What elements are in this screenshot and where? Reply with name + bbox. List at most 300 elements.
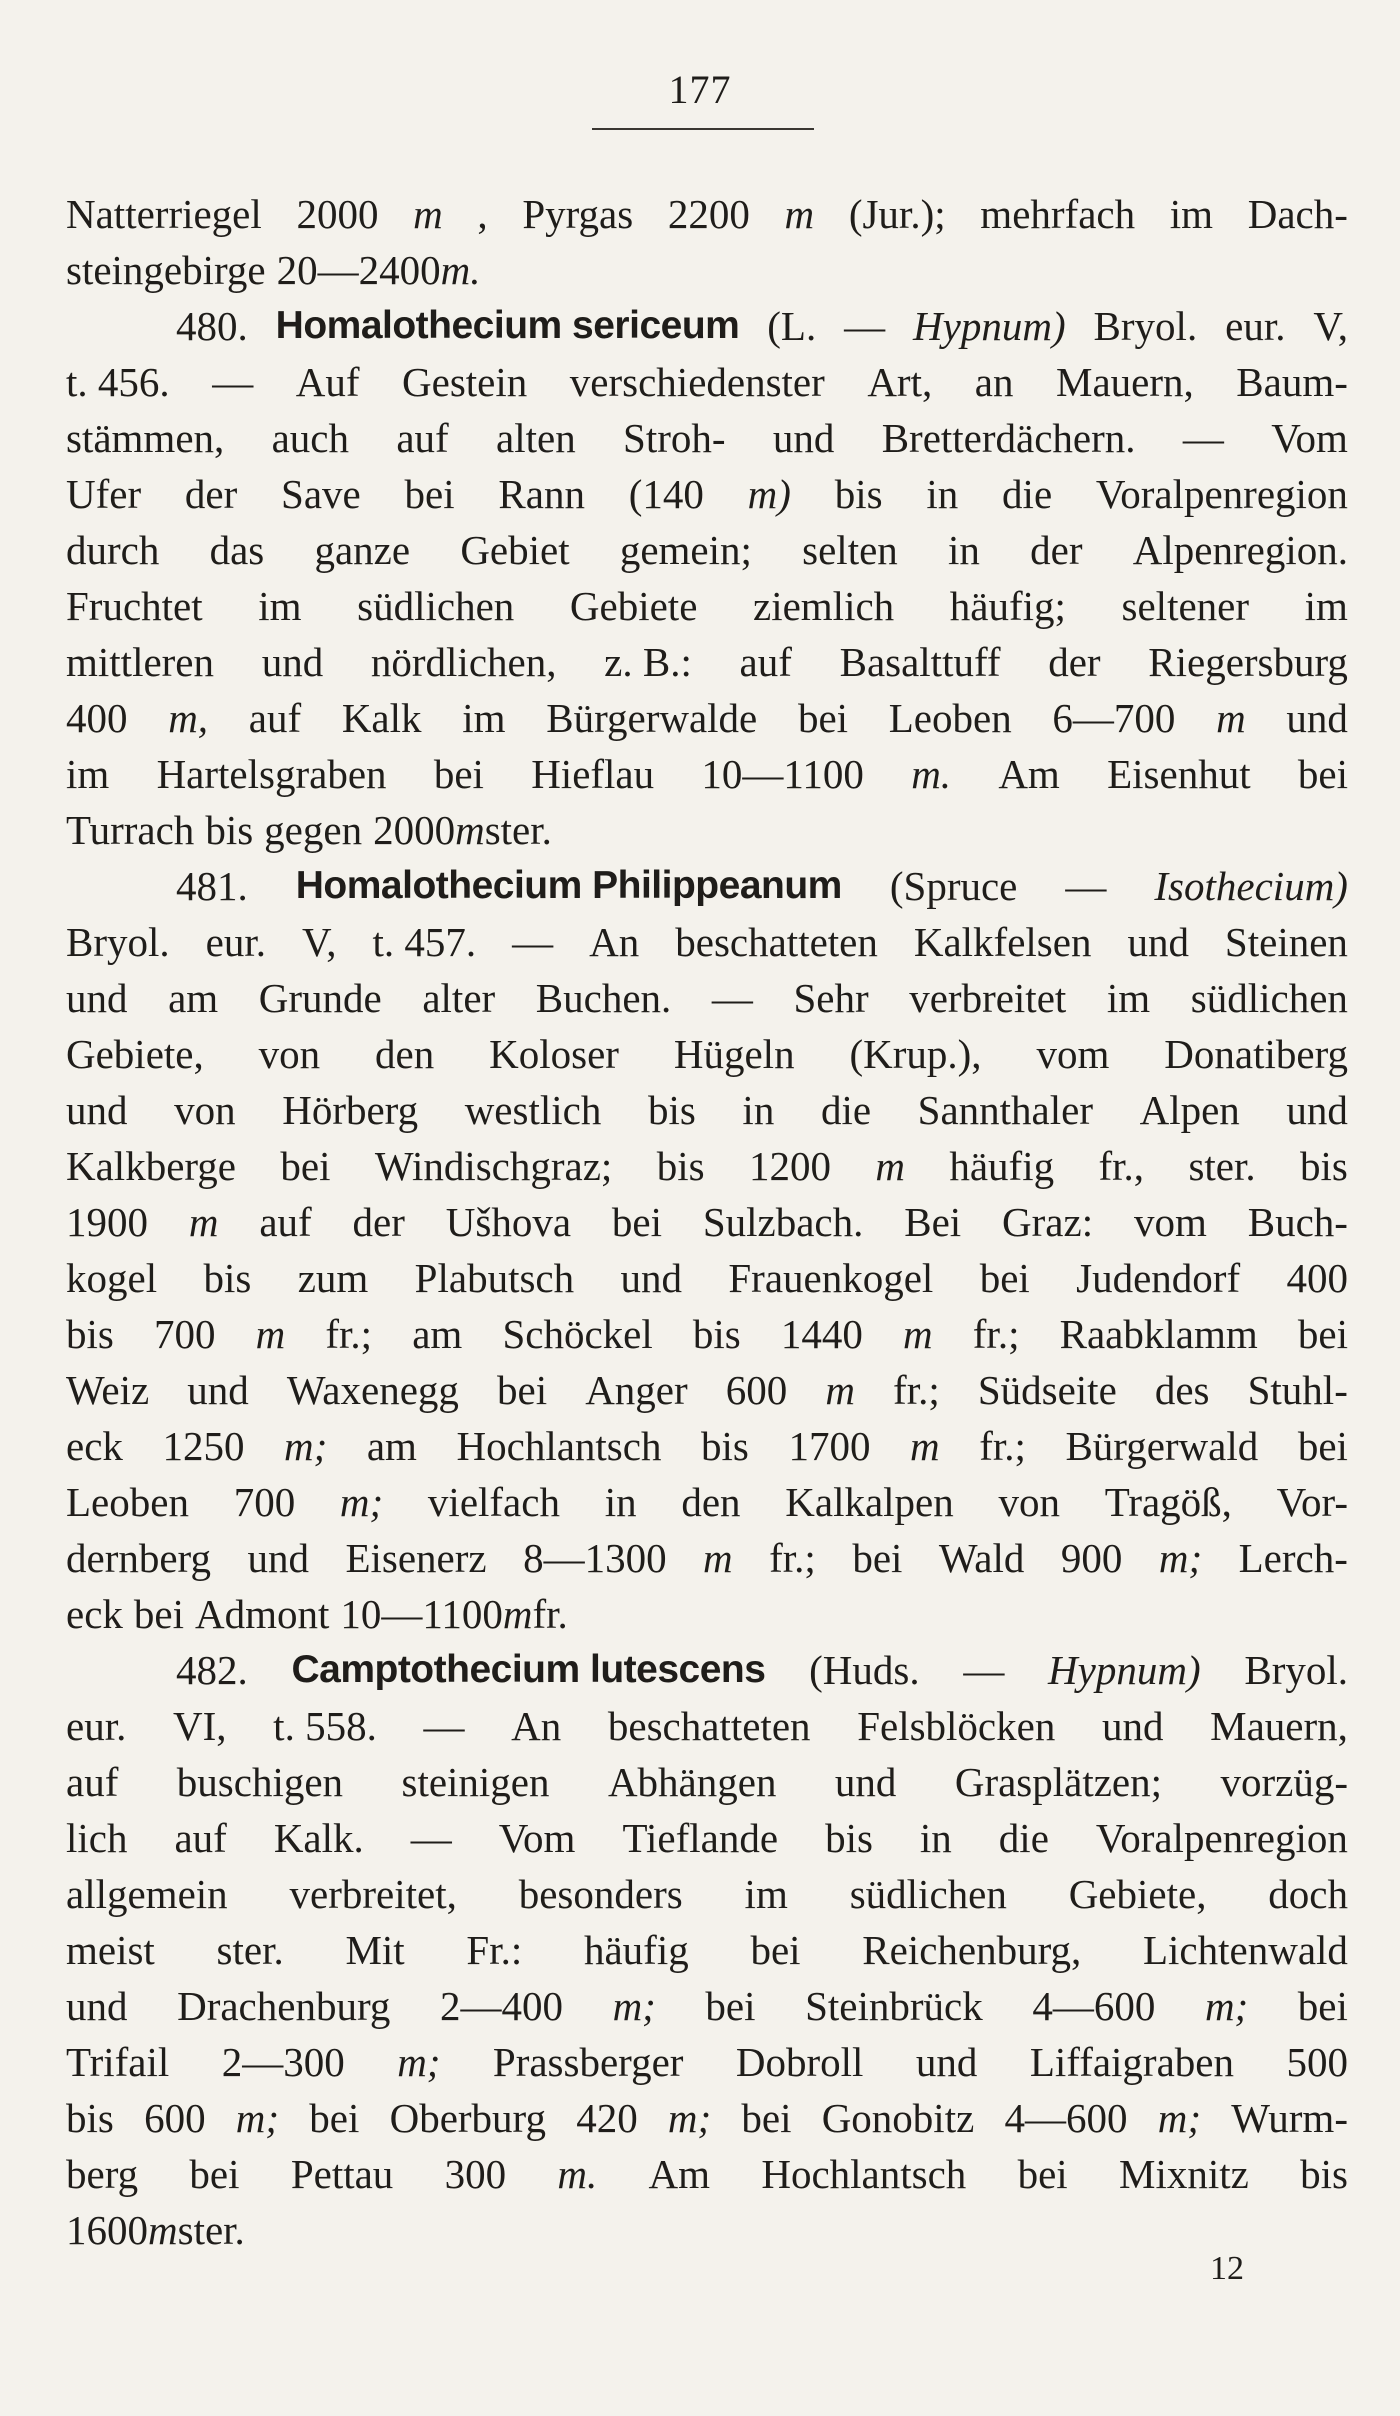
word: Koloser: [489, 1031, 619, 1077]
word: m: [825, 1367, 855, 1413]
word: die: [820, 1087, 872, 1133]
word: fr.;: [325, 1311, 373, 1357]
word: stämmen,: [66, 415, 225, 461]
word: Hochlantsch: [456, 1423, 662, 1469]
word: V,: [301, 919, 337, 965]
word: in: [926, 471, 959, 517]
word: vorzüg-: [1220, 1759, 1348, 1805]
word: Steinen: [1224, 919, 1348, 965]
text-line: [66, 1474, 1348, 1530]
word: —: [410, 1815, 452, 1861]
word: m;: [1157, 2095, 1201, 2141]
word: gegen: [264, 807, 363, 853]
word: 300: [444, 2151, 507, 2197]
word: doch: [1268, 1871, 1348, 1917]
word: auf: [174, 1815, 227, 1861]
word: m;: [612, 1983, 656, 2029]
word: Stroh-: [623, 415, 726, 461]
text-line: [66, 466, 1348, 522]
word: ziemlich: [753, 583, 895, 629]
word: 1900: [66, 1199, 148, 1245]
word: auf: [396, 415, 449, 461]
word: m: [148, 2207, 178, 2253]
word: 4—600: [1032, 1983, 1156, 2029]
word: m.: [911, 751, 952, 797]
word: Gestein: [402, 359, 528, 405]
word: südlichen: [357, 583, 515, 629]
word: und: [834, 1759, 897, 1805]
word: Admont: [195, 1591, 330, 1637]
text-line: [66, 1698, 1348, 1754]
word: eur.: [1225, 303, 1286, 349]
word: alten: [496, 415, 576, 461]
word: m: [502, 1591, 533, 1637]
word: bei: [741, 2095, 792, 2141]
word: —: [963, 1647, 1005, 1693]
word: 400: [1286, 1255, 1348, 1301]
word: —: [423, 1703, 465, 1749]
word: 500: [1286, 2039, 1348, 2085]
word: und: [1101, 1703, 1164, 1749]
word: —: [512, 919, 554, 965]
word: 1440: [780, 1311, 863, 1357]
word: Kalkalpen: [785, 1479, 954, 1525]
word: m: [910, 1423, 940, 1469]
text-line: [66, 1978, 1348, 2034]
text-line: [66, 1250, 1348, 1306]
word: eur.: [66, 1703, 127, 1749]
header-rule: [592, 128, 814, 130]
word: Fruchtet: [66, 583, 203, 629]
word: den: [375, 1031, 435, 1077]
word: und: [187, 1367, 249, 1413]
word: Art,: [867, 359, 933, 405]
word: 600: [144, 2095, 206, 2141]
word: Bei: [904, 1199, 962, 1245]
word: bei: [1017, 2151, 1068, 2197]
word: und: [915, 2039, 978, 2085]
word: Bryol.: [1093, 303, 1198, 349]
text-line: [66, 2090, 1348, 2146]
word: (Huds.: [809, 1647, 920, 1693]
word: fr.;: [972, 1311, 1020, 1357]
word: Sannthaler: [917, 1087, 1093, 1133]
word: Dach-: [1247, 191, 1348, 237]
word: der: [352, 1199, 405, 1245]
word: Riegersburg: [1148, 639, 1348, 685]
text-line: [66, 802, 1348, 858]
word: auf: [259, 1199, 312, 1245]
word: eur.: [205, 919, 266, 965]
word: 4—600: [1004, 2095, 1128, 2141]
word: bei: [797, 695, 849, 741]
word: 1700: [788, 1423, 871, 1469]
word: Kalk.: [273, 1815, 364, 1861]
word: im: [744, 1871, 788, 1917]
word: im: [1106, 975, 1151, 1021]
word: bei: [979, 1255, 1030, 1301]
word: Vom: [1271, 415, 1348, 461]
word: Vor-: [1276, 1479, 1348, 1525]
word: Abhängen: [607, 1759, 777, 1805]
word: Kalkfelsen: [913, 919, 1092, 965]
word: beschatteten: [675, 919, 878, 965]
word: Kalk: [341, 695, 422, 741]
text-line: [66, 2034, 1348, 2090]
word: 10—1100: [701, 751, 864, 797]
word: Oberburg: [389, 2095, 546, 2141]
word: ,: [477, 191, 488, 237]
word: —: [711, 975, 753, 1021]
word: 20—2400: [276, 247, 441, 293]
word: vielfach: [427, 1479, 560, 1525]
word: bei: [133, 1591, 184, 1637]
word: Trifail: [66, 2039, 170, 2085]
word: Anger: [585, 1367, 688, 1413]
word: fr.;: [979, 1423, 1026, 1469]
word: —: [212, 359, 254, 405]
word: Gebiete,: [66, 1031, 204, 1077]
word: verbreitet,: [289, 1871, 457, 1917]
word: Tragöß,: [1104, 1479, 1232, 1525]
word: bei: [705, 1983, 756, 2029]
word: bis: [647, 1087, 696, 1133]
word: Hörberg: [282, 1087, 419, 1133]
word: Reichenburg,: [862, 1927, 1082, 1973]
word: und: [772, 415, 835, 461]
word: bei: [1297, 1311, 1348, 1357]
text-line: [66, 2202, 1348, 2258]
word: Sehr: [793, 975, 869, 1021]
word: häufig: [583, 1927, 689, 1973]
word: 400: [66, 695, 128, 741]
word: lich: [66, 1815, 128, 1861]
word: fr.: [532, 1591, 568, 1637]
word: Schöckel: [502, 1311, 653, 1357]
word: Fr.:: [466, 1927, 523, 1973]
word: auch: [271, 415, 350, 461]
word: bei: [309, 2095, 360, 2141]
word: südlichen: [849, 1871, 1007, 1917]
word: Save: [281, 471, 361, 517]
word: Buchen.: [535, 975, 672, 1021]
word: Stuhl-: [1247, 1367, 1348, 1413]
word: 2000: [373, 807, 456, 853]
word: Gonobitz: [821, 2095, 975, 2141]
word: und: [66, 1087, 128, 1133]
word: Bryol.: [66, 919, 170, 965]
word: des: [1154, 1367, 1210, 1413]
word: bis: [825, 1815, 873, 1861]
word: Drachenburg: [177, 1983, 391, 2029]
word: z. B.:: [604, 639, 692, 685]
word: zum: [297, 1255, 369, 1301]
word: und: [1127, 919, 1189, 965]
text-line: [66, 410, 1348, 466]
word: Dobroll: [735, 2039, 864, 2085]
word: ster.: [177, 2207, 245, 2253]
word: steinigen: [401, 1759, 550, 1805]
word: m: [255, 1311, 286, 1357]
text-line: [66, 634, 1348, 690]
word: Hypnum): [913, 303, 1066, 349]
word: im: [258, 583, 302, 629]
word: westlich: [464, 1087, 602, 1133]
word: fr.;: [893, 1367, 940, 1413]
word: eck: [66, 1591, 123, 1637]
text-line: [66, 1530, 1348, 1586]
word: Grunde: [258, 975, 382, 1021]
word: kogel: [66, 1255, 158, 1301]
word: an: [974, 359, 1014, 405]
word: m;: [1158, 1535, 1203, 1581]
word: Alpen: [1139, 1087, 1240, 1133]
word: durch: [66, 527, 160, 573]
word: Tieflande: [622, 1815, 779, 1861]
word: steingebirge: [66, 247, 266, 293]
word: bei: [852, 1535, 903, 1581]
text-line: [66, 1026, 1348, 1082]
word: Liffaigraben: [1029, 2039, 1234, 2085]
word: Am: [648, 2151, 711, 2197]
word: am: [168, 975, 219, 1021]
word: An: [511, 1703, 562, 1749]
word: ganze: [314, 527, 411, 573]
word: Leoben: [66, 1479, 189, 1525]
word: Bürgerwalde: [546, 695, 758, 741]
word: Pettau: [290, 2151, 394, 2197]
word: 2—300: [221, 2039, 345, 2085]
word: 900: [1060, 1535, 1123, 1581]
species-name: Homalothecium Philippeanum: [295, 864, 842, 907]
word: 480.: [176, 303, 248, 349]
word: Windischgraz;: [374, 1143, 613, 1189]
text-line: [66, 1138, 1348, 1194]
word: Pyrgas: [522, 191, 634, 237]
word: in: [742, 1087, 775, 1133]
word: bis: [205, 807, 254, 853]
word: 700: [233, 1479, 296, 1525]
word: Baum-: [1236, 359, 1348, 405]
word: der: [1030, 527, 1083, 573]
word: Mauern,: [1056, 359, 1194, 405]
word: Natterriegel: [66, 191, 262, 237]
word: Raabklamm: [1059, 1311, 1258, 1357]
word: Bryol.: [1244, 1647, 1348, 1693]
word: Buch-: [1247, 1199, 1348, 1245]
word: t. 457.: [372, 919, 477, 965]
word: in: [948, 527, 980, 573]
word: m;: [284, 1423, 328, 1469]
word: m,: [168, 695, 209, 741]
word: m;: [397, 2039, 441, 2085]
word: m: [455, 807, 485, 853]
word: Waxenegg: [286, 1367, 459, 1413]
word: bis: [701, 1423, 749, 1469]
word: Südseite: [977, 1367, 1117, 1413]
text-line: [66, 1306, 1348, 1362]
word: und: [620, 1255, 682, 1301]
word: Alpenregion.: [1132, 527, 1348, 573]
word: m.: [440, 247, 481, 293]
text-line: [66, 1754, 1348, 1810]
word: mittleren: [66, 639, 215, 685]
word: seltener: [1121, 583, 1250, 629]
word: Lichtenwald: [1142, 1927, 1348, 1973]
page-number: 177: [668, 67, 732, 112]
word: verbreitet: [909, 975, 1067, 1021]
word: m;: [1204, 1983, 1249, 2029]
word: den: [681, 1479, 741, 1525]
word: bei: [404, 471, 455, 517]
word: im: [1169, 191, 1214, 237]
word: bei: [497, 1367, 548, 1413]
word: Vom: [498, 1815, 576, 1861]
word: der: [1048, 639, 1101, 685]
word: Felsblöcken: [857, 1703, 1056, 1749]
word: bei: [1297, 751, 1348, 797]
text-line: [66, 1082, 1348, 1138]
word: bis: [834, 471, 883, 517]
word: Auf: [295, 359, 360, 405]
word: t. 558.: [273, 1703, 377, 1749]
word: m: [903, 1311, 933, 1357]
word: m): [747, 471, 791, 517]
text-line: [66, 186, 1348, 242]
word: Lerch-: [1238, 1535, 1348, 1581]
word: Ufer: [66, 471, 142, 517]
word: bei: [611, 1199, 662, 1245]
word: das: [209, 527, 265, 573]
word: Bretterdächern.: [881, 415, 1136, 461]
word: gemein;: [619, 527, 752, 573]
printer-signature: 12: [1210, 2250, 1244, 2287]
word: (Krup.),: [849, 1031, 982, 1077]
word: alter: [422, 975, 496, 1021]
word: Gebiete: [569, 583, 698, 629]
word: auf: [248, 695, 302, 741]
text-line: [66, 1194, 1348, 1250]
word: mehrfach: [980, 191, 1136, 237]
species-name: Homalothecium sericeum: [275, 304, 740, 347]
text-line: [66, 746, 1348, 802]
word: (Spruce: [889, 863, 1018, 909]
word: Grasplätzen;: [954, 1759, 1163, 1805]
text-line: [66, 1586, 1348, 1642]
word: selten: [802, 527, 898, 573]
text-line: [66, 2146, 1348, 2202]
word: auf: [66, 1759, 119, 1805]
word: ster.: [484, 807, 552, 853]
word: und: [1286, 1087, 1348, 1133]
word: von: [998, 1479, 1060, 1525]
word: verschiedenster: [569, 359, 825, 405]
word: beschatteten: [607, 1703, 811, 1749]
word: m.: [557, 2151, 598, 2197]
word: VI,: [173, 1703, 227, 1749]
word: allgemein: [66, 1871, 228, 1917]
text-line: [66, 522, 1348, 578]
page-body: [66, 186, 1348, 2258]
word: besonders: [518, 1871, 683, 1917]
word: Ušhova: [445, 1199, 572, 1245]
word: Weiz: [66, 1367, 150, 1413]
word: 2—400: [439, 1983, 563, 2029]
text-line: [66, 298, 1348, 354]
word: Kalkberge: [66, 1143, 237, 1189]
word: nördlichen,: [370, 639, 557, 685]
word: m;: [235, 2095, 280, 2141]
word: bis: [1300, 2151, 1348, 2197]
word: Wurm-: [1231, 2095, 1348, 2141]
text-line: [66, 578, 1348, 634]
word: und: [1286, 695, 1348, 741]
word: bis: [656, 1143, 705, 1189]
word: 420: [576, 2095, 638, 2141]
word: bis: [66, 1311, 114, 1357]
text-line: [66, 858, 1348, 914]
word: dernberg: [66, 1535, 211, 1581]
word: von: [258, 1031, 321, 1077]
text-line: [66, 1362, 1348, 1418]
word: Eisenerz: [345, 1535, 487, 1581]
word: t. 456.: [66, 359, 170, 405]
word: Basalttuff: [839, 639, 1001, 685]
word: bis: [203, 1255, 252, 1301]
word: 2000: [296, 191, 379, 237]
word: —: [1065, 863, 1107, 909]
word: Voralpenregion: [1095, 471, 1348, 517]
word: m: [413, 191, 443, 237]
text-line: [66, 1418, 1348, 1474]
word: (140: [628, 471, 704, 517]
word: 1600: [66, 2207, 148, 2253]
word: bei: [1297, 1983, 1348, 2029]
word: Mit: [345, 1927, 405, 1973]
word: 1200: [748, 1143, 831, 1189]
word: Voralpenregion: [1095, 1815, 1348, 1861]
word: im: [462, 695, 506, 741]
word: eck: [66, 1423, 123, 1469]
word: am: [366, 1423, 417, 1469]
word: Gebiet: [460, 527, 570, 573]
word: buschigen: [176, 1759, 344, 1805]
word: 6—700: [1052, 695, 1176, 741]
word: 600: [725, 1367, 788, 1413]
word: bis: [1300, 1143, 1348, 1189]
word: 481.: [176, 863, 248, 909]
word: (L.: [767, 303, 817, 349]
word: bei: [750, 1927, 801, 1973]
word: m: [875, 1143, 905, 1189]
word: in: [919, 1815, 952, 1861]
word: bei: [189, 2151, 240, 2197]
word: Graz:: [1002, 1199, 1094, 1245]
word: An: [589, 919, 640, 965]
word: in: [604, 1479, 637, 1525]
word: Rann: [498, 471, 585, 517]
word: fr.;: [769, 1535, 816, 1581]
word: Hügeln: [673, 1031, 795, 1077]
word: m: [188, 1199, 219, 1245]
word: m;: [339, 1479, 384, 1525]
word: südlichen: [1190, 975, 1348, 1021]
word: m: [784, 191, 815, 237]
word: Hypnum): [1048, 1647, 1201, 1693]
word: Wald: [938, 1535, 1025, 1581]
word: von: [174, 1087, 236, 1133]
word: m;: [667, 2095, 712, 2141]
